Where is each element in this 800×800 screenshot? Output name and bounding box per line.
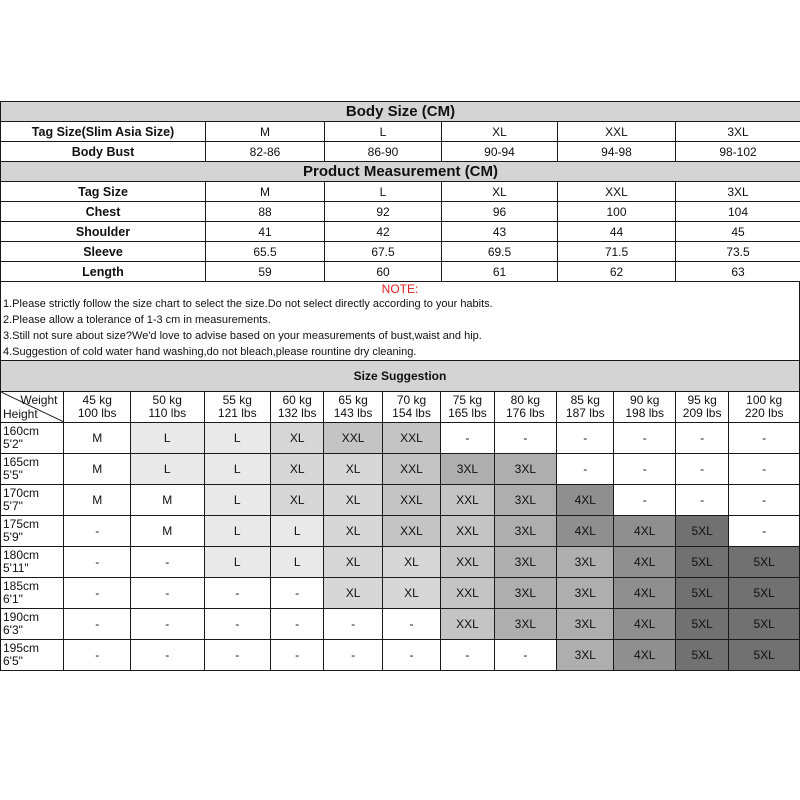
weight-kg: 95 kg bbox=[687, 393, 717, 407]
cell: 59 bbox=[206, 262, 325, 282]
size-cell: 5XL bbox=[675, 547, 728, 578]
height-cm: 190cm bbox=[3, 610, 40, 624]
size-cell: XL bbox=[382, 578, 440, 609]
measure-row bbox=[1, 262, 800, 282]
size-cell: 3XL bbox=[557, 547, 614, 578]
weight-header-cell bbox=[130, 392, 204, 423]
weight-lbs: 165 lbs bbox=[448, 406, 487, 420]
height-cm: 185cm bbox=[3, 579, 40, 593]
size-suggestion-row bbox=[1, 578, 800, 609]
weight-kg: 75 kg bbox=[452, 393, 483, 407]
height-cell bbox=[1, 485, 64, 516]
cell: 44 bbox=[558, 222, 676, 242]
note-line: 1.Please strictly follow the size chart to select the size.Do not select directly according to your habits. bbox=[3, 298, 493, 310]
cell: 90-94 bbox=[442, 142, 558, 162]
cell: 98-102 bbox=[676, 142, 800, 162]
size-cell: XL bbox=[382, 547, 440, 578]
weight-kg: 70 kg bbox=[396, 393, 427, 407]
size-cell: 3XL bbox=[494, 547, 556, 578]
size-cell: XXL bbox=[441, 485, 494, 516]
product-measurement-table bbox=[0, 161, 800, 282]
size-cell: XL bbox=[324, 485, 382, 516]
row-label: Shoulder bbox=[1, 222, 206, 242]
cell: 43 bbox=[442, 222, 558, 242]
weight-lbs: 187 lbs bbox=[565, 406, 605, 420]
weight-lbs: 121 lbs bbox=[217, 406, 257, 420]
size-cell: - bbox=[441, 423, 494, 454]
size-cell: M bbox=[130, 516, 204, 547]
size-cell: - bbox=[270, 640, 323, 671]
notes-section bbox=[0, 282, 800, 360]
weight-lbs: 100 lbs bbox=[77, 406, 117, 420]
cell: XL bbox=[442, 182, 558, 202]
cell: 73.5 bbox=[676, 242, 800, 262]
height-cell bbox=[1, 578, 64, 609]
size-cell: 4XL bbox=[614, 547, 675, 578]
row-label: Tag Size(Slim Asia Size) bbox=[1, 122, 206, 142]
weight-kg: 90 kg bbox=[630, 393, 660, 407]
size-cell: 5XL bbox=[675, 578, 728, 609]
size-cell: - bbox=[130, 578, 204, 609]
weight-kg: 100 kg bbox=[746, 393, 783, 407]
size-cell: 5XL bbox=[675, 640, 728, 671]
height-ft: 5'9" bbox=[3, 530, 23, 544]
size-cell: - bbox=[557, 423, 614, 454]
cell: 62 bbox=[558, 262, 676, 282]
size-cell: M bbox=[64, 454, 130, 485]
size-cell: - bbox=[614, 423, 675, 454]
cell: M bbox=[206, 122, 325, 142]
size-cell: L bbox=[270, 547, 323, 578]
size-cell: 3XL bbox=[441, 454, 494, 485]
size-cell: - bbox=[64, 609, 130, 640]
height-ft: 6'1" bbox=[3, 592, 23, 606]
body-size-row bbox=[1, 122, 800, 142]
size-cell: XXL bbox=[382, 516, 440, 547]
height-ft: 5'11" bbox=[3, 561, 29, 575]
cell: 69.5 bbox=[442, 242, 558, 262]
cell: 65.5 bbox=[206, 242, 325, 262]
size-cell: - bbox=[130, 609, 204, 640]
weight-lbs: 198 lbs bbox=[625, 406, 665, 420]
size-cell: 4XL bbox=[614, 578, 675, 609]
size-cell: 5XL bbox=[729, 578, 800, 609]
measure-row bbox=[1, 242, 800, 262]
size-cell: L bbox=[204, 485, 270, 516]
size-cell: XXL bbox=[441, 578, 494, 609]
weight-header-cell bbox=[270, 392, 323, 423]
weight-kg: 50 kg bbox=[152, 393, 182, 407]
size-cell: 4XL bbox=[614, 609, 675, 640]
weight-header-cell bbox=[557, 392, 614, 423]
cell: 92 bbox=[325, 202, 442, 222]
size-cell: - bbox=[729, 454, 800, 485]
cell: 41 bbox=[206, 222, 325, 242]
weight-kg: 65 kg bbox=[338, 393, 368, 407]
size-suggestion-row bbox=[1, 516, 800, 547]
size-cell: - bbox=[614, 485, 675, 516]
size-cell: - bbox=[494, 640, 556, 671]
size-cell: XXL bbox=[382, 454, 440, 485]
cell: 3XL bbox=[676, 122, 800, 142]
row-label: Length bbox=[1, 262, 206, 282]
size-cell: M bbox=[130, 485, 204, 516]
size-suggestion-table bbox=[0, 360, 800, 671]
size-cell: - bbox=[64, 516, 130, 547]
weight-lbs: 110 lbs bbox=[148, 406, 187, 420]
height-label: Height bbox=[3, 407, 38, 421]
size-cell: - bbox=[382, 609, 440, 640]
size-cell: 4XL bbox=[614, 516, 675, 547]
weight-height-corner bbox=[1, 392, 64, 423]
size-cell: XL bbox=[270, 423, 323, 454]
cell: 71.5 bbox=[558, 242, 676, 262]
height-ft: 6'3" bbox=[3, 623, 23, 637]
cell: L bbox=[325, 122, 442, 142]
note-line: 4.Suggestion of cold water hand washing,do not bleach,please rountine dry cleaning. bbox=[3, 346, 417, 358]
size-cell: 5XL bbox=[729, 609, 800, 640]
height-cell bbox=[1, 454, 64, 485]
weight-header-cell bbox=[614, 392, 675, 423]
measure-row bbox=[1, 202, 800, 222]
body-size-table bbox=[0, 101, 800, 162]
size-cell: 3XL bbox=[557, 578, 614, 609]
body-size-row bbox=[1, 142, 800, 162]
height-cm: 175cm bbox=[3, 517, 40, 531]
weight-header-cell bbox=[382, 392, 440, 423]
size-cell: - bbox=[557, 454, 614, 485]
size-cell: XL bbox=[270, 485, 323, 516]
size-cell: L bbox=[204, 454, 270, 485]
cell: 96 bbox=[442, 202, 558, 222]
size-cell: XXL bbox=[324, 423, 382, 454]
height-ft: 5'2" bbox=[3, 437, 23, 451]
size-cell: - bbox=[64, 578, 130, 609]
size-cell: - bbox=[270, 609, 323, 640]
size-cell: - bbox=[441, 640, 494, 671]
height-cell bbox=[1, 516, 64, 547]
height-cell bbox=[1, 609, 64, 640]
size-cell: 3XL bbox=[494, 609, 556, 640]
row-label: Tag Size bbox=[1, 182, 206, 202]
size-cell: XL bbox=[324, 454, 382, 485]
size-cell: M bbox=[64, 423, 130, 454]
size-suggestion-row bbox=[1, 547, 800, 578]
size-cell: - bbox=[64, 640, 130, 671]
cell: 88 bbox=[206, 202, 325, 222]
weight-header-cell bbox=[729, 392, 800, 423]
height-cm: 195cm bbox=[3, 641, 40, 655]
cell: 86-90 bbox=[325, 142, 442, 162]
height-cm: 165cm bbox=[3, 455, 40, 469]
weight-header-cell bbox=[494, 392, 556, 423]
size-cell: XL bbox=[270, 454, 323, 485]
size-cell: L bbox=[270, 516, 323, 547]
weight-lbs: 176 lbs bbox=[505, 406, 545, 420]
cell: L bbox=[325, 182, 442, 202]
weight-kg: 80 kg bbox=[510, 393, 541, 407]
cell: 45 bbox=[676, 222, 800, 242]
size-cell: 4XL bbox=[557, 485, 614, 516]
height-cm: 180cm bbox=[3, 548, 40, 562]
size-cell: - bbox=[614, 454, 675, 485]
cell: 63 bbox=[676, 262, 800, 282]
size-cell: M bbox=[64, 485, 130, 516]
cell: 67.5 bbox=[325, 242, 442, 262]
note-title: NOTE: bbox=[381, 282, 419, 296]
weight-kg: 60 kg bbox=[282, 393, 312, 407]
size-cell: 5XL bbox=[729, 640, 800, 671]
height-cm: 170cm bbox=[3, 486, 40, 500]
size-cell: 5XL bbox=[675, 516, 728, 547]
size-cell: XXL bbox=[441, 547, 494, 578]
cell: M bbox=[206, 182, 325, 202]
size-cell: 3XL bbox=[557, 640, 614, 671]
weight-header-cell bbox=[324, 392, 382, 423]
size-cell: - bbox=[64, 547, 130, 578]
cell: 94-98 bbox=[558, 142, 676, 162]
weight-kg: 55 kg bbox=[222, 393, 252, 407]
size-cell: 3XL bbox=[494, 454, 556, 485]
size-cell: 5XL bbox=[729, 547, 800, 578]
size-cell: XXL bbox=[382, 423, 440, 454]
cell: 42 bbox=[325, 222, 442, 242]
size-suggestion-title: Size Suggestion bbox=[1, 361, 800, 392]
body-size-title: Body Size (CM) bbox=[1, 102, 800, 122]
weight-label: Weight bbox=[20, 393, 58, 407]
size-cell: L bbox=[204, 423, 270, 454]
size-cell: 3XL bbox=[494, 485, 556, 516]
weight-lbs: 143 lbs bbox=[333, 406, 373, 420]
cell: 104 bbox=[676, 202, 800, 222]
size-cell: L bbox=[204, 516, 270, 547]
height-cell bbox=[1, 423, 64, 454]
size-cell: L bbox=[130, 423, 204, 454]
size-cell: - bbox=[204, 609, 270, 640]
size-cell: 3XL bbox=[494, 516, 556, 547]
cell: 61 bbox=[442, 262, 558, 282]
size-cell: XL bbox=[324, 547, 382, 578]
weight-lbs: 154 lbs bbox=[392, 406, 431, 420]
size-cell: XXL bbox=[441, 516, 494, 547]
size-cell: - bbox=[324, 609, 382, 640]
row-label: Sleeve bbox=[1, 242, 206, 262]
height-ft: 5'7" bbox=[3, 499, 23, 513]
size-cell: L bbox=[130, 454, 204, 485]
size-cell: XL bbox=[324, 516, 382, 547]
weight-header-row bbox=[1, 392, 800, 423]
note-line: 2.Please allow a tolerance of 1-3 cm in measurements. bbox=[3, 314, 271, 326]
size-cell: - bbox=[204, 578, 270, 609]
height-cm: 160cm bbox=[3, 424, 40, 438]
measure-row bbox=[1, 222, 800, 242]
size-cell: XXL bbox=[441, 609, 494, 640]
size-cell: - bbox=[270, 578, 323, 609]
size-cell: 4XL bbox=[614, 640, 675, 671]
size-cell: 5XL bbox=[675, 609, 728, 640]
size-cell: - bbox=[729, 516, 800, 547]
weight-header-cell bbox=[64, 392, 130, 423]
product-measurement-title: Product Measurement (CM) bbox=[1, 162, 800, 182]
weight-lbs: 209 lbs bbox=[682, 406, 722, 420]
size-cell: - bbox=[204, 640, 270, 671]
note-line: 3.Still not sure about size?We'd love to advise based on your measurements of bust,waist and hip. bbox=[3, 330, 482, 342]
height-ft: 6'5" bbox=[3, 654, 23, 668]
height-ft: 5'5" bbox=[3, 468, 23, 482]
size-cell: XXL bbox=[382, 485, 440, 516]
cell: XL bbox=[442, 122, 558, 142]
cell: XXL bbox=[558, 122, 676, 142]
size-cell: XL bbox=[324, 578, 382, 609]
size-cell: - bbox=[130, 640, 204, 671]
cell: 60 bbox=[325, 262, 442, 282]
weight-kg: 85 kg bbox=[570, 393, 600, 407]
size-cell: L bbox=[204, 547, 270, 578]
size-cell: - bbox=[675, 485, 728, 516]
size-suggestion-row bbox=[1, 454, 800, 485]
size-suggestion-row bbox=[1, 423, 800, 454]
row-label: Body Bust bbox=[1, 142, 206, 162]
cell: 100 bbox=[558, 202, 676, 222]
size-cell: - bbox=[675, 423, 728, 454]
cell: 82-86 bbox=[206, 142, 325, 162]
size-suggestion-row bbox=[1, 640, 800, 671]
size-cell: 4XL bbox=[557, 516, 614, 547]
size-cell: 3XL bbox=[494, 578, 556, 609]
size-suggestion-row bbox=[1, 609, 800, 640]
size-cell: - bbox=[324, 640, 382, 671]
weight-lbs: 132 lbs bbox=[277, 406, 317, 420]
height-cell bbox=[1, 640, 64, 671]
weight-lbs: 220 lbs bbox=[744, 406, 784, 420]
size-chart bbox=[0, 101, 800, 671]
size-cell: - bbox=[729, 423, 800, 454]
weight-header-cell bbox=[441, 392, 494, 423]
weight-header-cell bbox=[675, 392, 728, 423]
row-label: Chest bbox=[1, 202, 206, 222]
size-cell: - bbox=[729, 485, 800, 516]
cell: 3XL bbox=[676, 182, 800, 202]
measure-row bbox=[1, 182, 800, 202]
size-cell: - bbox=[130, 547, 204, 578]
weight-kg: 45 kg bbox=[82, 393, 112, 407]
size-suggestion-row bbox=[1, 485, 800, 516]
size-cell: - bbox=[382, 640, 440, 671]
size-cell: - bbox=[494, 423, 556, 454]
weight-header-cell bbox=[204, 392, 270, 423]
cell: XXL bbox=[558, 182, 676, 202]
size-cell: 3XL bbox=[557, 609, 614, 640]
size-cell: - bbox=[675, 454, 728, 485]
height-cell bbox=[1, 547, 64, 578]
